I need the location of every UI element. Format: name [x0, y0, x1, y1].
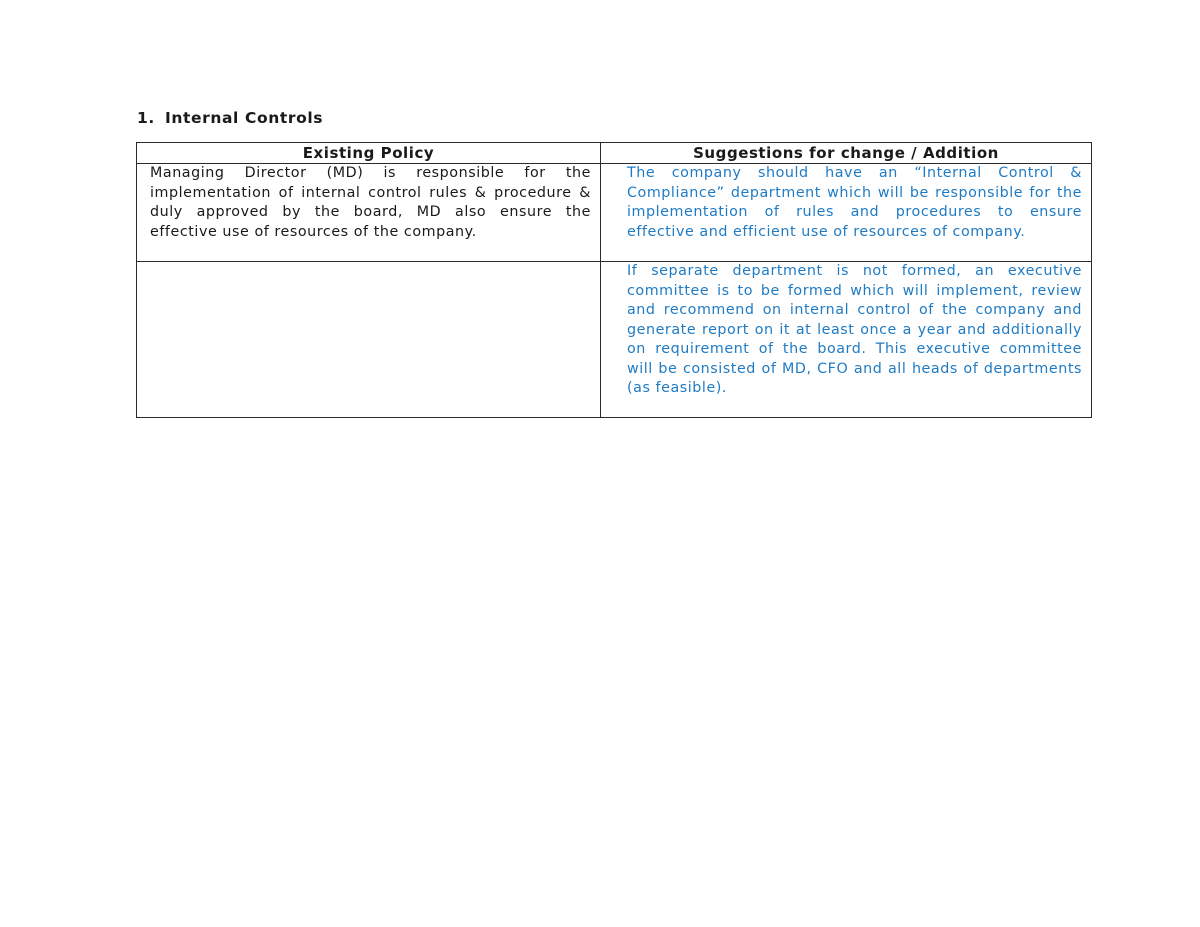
table-header-row: [137, 143, 1092, 164]
policy-table: [136, 142, 1092, 418]
header-existing-policy: Existing Policy: [137, 143, 601, 164]
section-title: Internal Controls: [165, 109, 324, 127]
section-heading: [137, 109, 323, 127]
section-number: 1.: [137, 109, 155, 127]
table-row: [137, 164, 1092, 262]
suggestion-cell: If separate department is not formed, an executive committee is to be formed which will implement, review and recommend on internal control of the company and generate report on it at least once a year and additionally on requirement of the board. This executive committee will be consisted of MD, CFO and all heads of departments (as feasible).: [601, 262, 1092, 418]
table-row: [137, 262, 1092, 418]
suggestion-cell: The company should have an “Internal Control & Compliance” department which will be responsible for the implementation of rules and procedures to ensure effective and efficient use of resources of company.: [601, 164, 1092, 262]
existing-policy-cell: Managing Director (MD) is responsible for the implementation of internal control rules & procedure & duly approved by the board, MD also ensure the effective use of resources of the company.: [137, 164, 601, 262]
header-suggestions: Suggestions for change / Addition: [601, 143, 1092, 164]
existing-policy-cell: [137, 262, 601, 418]
